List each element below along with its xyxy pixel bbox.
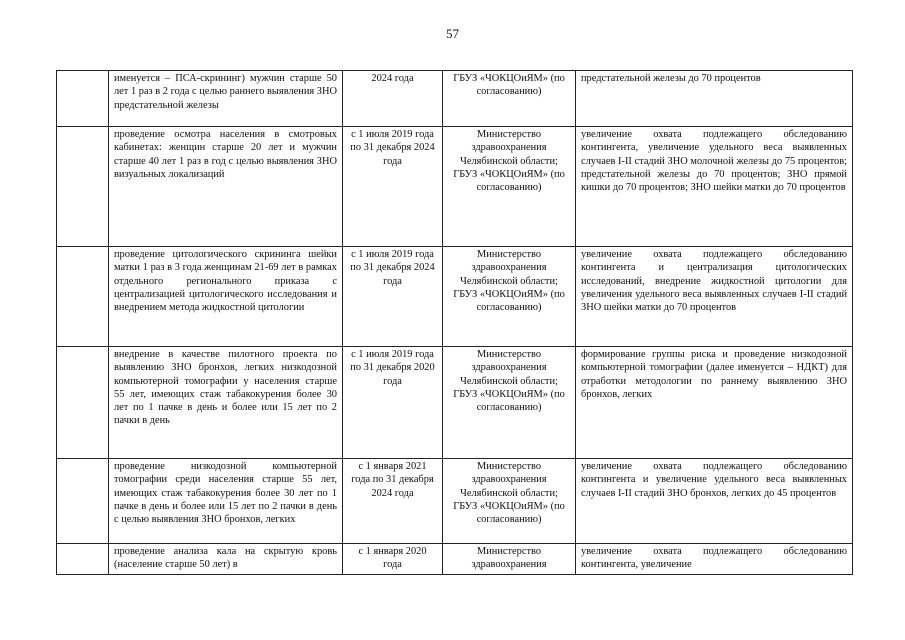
executor-cell: ГБУЗ «ЧОКЦОиЯМ» (по согласованию) (443, 71, 576, 127)
executor-cell: Министерство здравоохранения (443, 544, 576, 575)
page-number: 57 (446, 26, 459, 41)
measure-cell: именуется – ПСА-скрининг) мужчин старше 50 лет 1 раз в 2 года с целью раннего выявления ЗНО предстательной железы (109, 71, 343, 127)
result-cell: увеличение охвата подлежащего обследованию контингента, увеличение (576, 544, 853, 575)
measures-table (56, 70, 853, 575)
executor-cell: Министерство здравоохранения Челябинской области; ГБУЗ «ЧОКЦОиЯМ» (по согласованию) (443, 347, 576, 459)
term-cell: с 1 июля 2019 года по 31 декабря 2020 года (343, 347, 443, 459)
measure-cell: проведение анализа кала на скрытую кровь (население старше 50 лет) в (109, 544, 343, 575)
number-cell (57, 544, 109, 575)
measure-cell: проведение низкодозной компьютерной томографии среди населения старше 55 лет, имеющих стаж табакокурения более 30 лет по 1 пачке в день и более или 15 лет по 2 пачки в день с целью выявления ЗНО бронхов, легких (109, 459, 343, 544)
executor-cell: Министерство здравоохранения Челябинской области; ГБУЗ «ЧОКЦОиЯМ» (по согласованию) (443, 459, 576, 544)
table-row (57, 459, 853, 544)
number-cell (57, 347, 109, 459)
term-cell: 2024 года (343, 71, 443, 127)
executor-cell: Министерство здравоохранения Челябинской области; ГБУЗ «ЧОКЦОиЯМ» (по согласованию) (443, 127, 576, 247)
result-cell: предстательной железы до 70 процентов (576, 71, 853, 127)
table-row (57, 247, 853, 347)
number-cell (57, 247, 109, 347)
result-cell: увеличение охвата подлежащего обследованию контингента и увеличение удельного веса выявленных случаев I-II стадий ЗНО бронхов, легких до 45 процентов (576, 459, 853, 544)
table-row (57, 347, 853, 459)
term-cell: с 1 января 2021 года по 31 декабря 2024 года (343, 459, 443, 544)
measure-cell: внедрение в качестве пилотного проекта по выявлению ЗНО бронхов, легких низкодозной компьютерной томографии у населения старше 55 лет, имеющих стаж табакокурения более 30 лет по 1 пачке в день и более или 15 лет по 2 пачки в день (109, 347, 343, 459)
measure-cell: проведение цитологического скрининга шейки матки 1 раз в 3 года женщинам 21-69 лет в рамках отдельного регионального приказа с централизацией цитологического исследования и внедрением метода жидкостной цитологии (109, 247, 343, 347)
number-cell (57, 127, 109, 247)
term-cell: с 1 июля 2019 года по 31 декабря 2024 года (343, 247, 443, 347)
table-row (57, 544, 853, 575)
number-cell (57, 71, 109, 127)
term-cell: с 1 июля 2019 года по 31 декабря 2024 года (343, 127, 443, 247)
result-cell: увеличение охвата подлежащего обследованию контингента, увеличение удельного веса выявленных случаев I-II стадий ЗНО молочной железы до 75 процентов; предстательной железы до 70 процентов; ЗНО прямой кишки до 70 процентов; ЗНО шейки матки до 70 процентов (576, 127, 853, 247)
result-cell: увеличение охвата подлежащего обследованию контингента и централизация цитологических исследований, внедрение жидкостной цитологии для увеличения удельного веса выявленных случаев I-II стадий ЗНО шейки матки до 70 процентов (576, 247, 853, 347)
term-cell: с 1 января 2020 года (343, 544, 443, 575)
executor-cell: Министерство здравоохранения Челябинской области; ГБУЗ «ЧОКЦОиЯМ» (по согласованию) (443, 247, 576, 347)
number-cell (57, 459, 109, 544)
measure-cell: проведение осмотра населения в смотровых кабинетах: женщин старше 20 лет и мужчин старше 40 лет 1 раз в год с целью выявления ЗНО визуальных локализаций (109, 127, 343, 247)
table-row (57, 127, 853, 247)
result-cell: формирование группы риска и проведение низкодозной компьютерной томографии (далее именуется – НДКТ) для отработки методологии по раннему выявлению ЗНО бронхов, легких (576, 347, 853, 459)
table-row (57, 71, 853, 127)
